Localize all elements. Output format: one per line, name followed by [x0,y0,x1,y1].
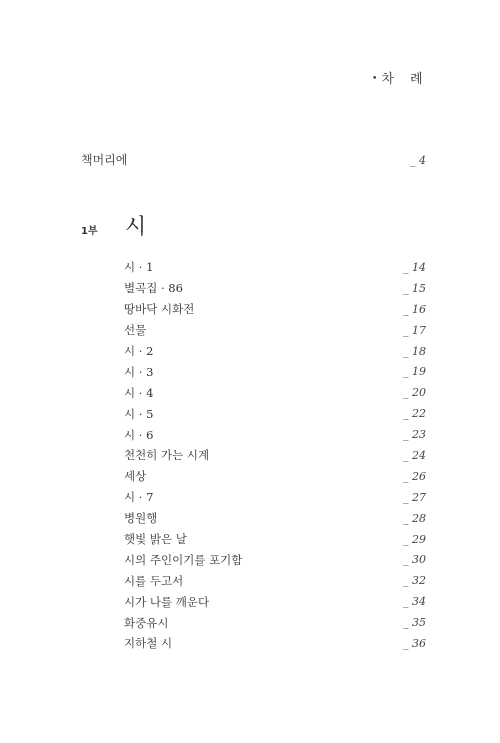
toc-entry[interactable] [124,382,426,403]
toc-entry[interactable] [124,299,426,320]
toc-title: 차 례 [381,72,429,87]
preface-entry[interactable] [81,151,426,168]
toc-entry-page-number: _ 18 [403,344,426,358]
toc-entry-page-number: _ 32 [403,574,426,588]
toc-entry-page-number: _ 26 [403,469,426,483]
toc-entry-page-number: _ 23 [403,428,426,442]
toc-entry-title: 화중유시 [124,615,169,630]
toc-entry[interactable] [124,466,426,487]
toc-entry-page-number: _ 30 [403,553,426,567]
toc-entry[interactable] [124,278,426,299]
toc-entry-title: 시 · 6 [124,427,154,442]
toc-entry[interactable] [124,591,426,612]
toc-list [124,257,426,654]
toc-entry[interactable] [124,633,426,654]
toc-entry-page-number: _ 15 [403,281,426,295]
part-label: 1부 [81,226,98,237]
toc-entry-title: 시의 주인이기를 포기함 [124,552,243,567]
toc-entry[interactable] [124,508,426,529]
toc-entry-title: 시 · 2 [124,344,154,358]
toc-entry-page-number: _ 17 [403,323,426,337]
toc-entry-title: 시 · 3 [124,364,154,379]
toc-entry-title: 세상 [124,469,147,484]
toc-entry-page-number: _ 36 [403,636,426,650]
toc-entry-title: 병원행 [124,511,158,526]
toc-entry-title: 시 · 4 [124,385,154,400]
toc-entry-title: 햇빛 밝은 날 [124,532,187,547]
toc-entry-page-number: _ 29 [403,532,426,546]
toc-entry[interactable] [124,424,426,445]
preface-page-number: _ 4 [410,154,426,167]
toc-entry-page-number: _ 27 [403,490,426,504]
toc-entry-page-number: _ 16 [403,302,426,316]
toc-entry[interactable] [124,487,426,508]
toc-entry-page-number: _ 24 [403,448,426,462]
toc-entry-page-number: _ 19 [403,365,426,379]
toc-entry-title: 시가 나를 깨운다 [124,594,210,609]
bullet-icon: • [372,74,378,84]
toc-entry-title: 천천히 가는 시계 [124,448,210,463]
toc-entry-title: 별곡집 · 86 [124,281,183,296]
toc-entry-page-number: _ 20 [403,386,426,400]
toc-entry[interactable] [124,529,426,550]
toc-entry[interactable] [124,403,426,424]
toc-entry[interactable] [124,361,426,382]
toc-entry-page-number: _ 22 [403,407,426,421]
toc-entry-page-number: _ 34 [403,595,426,609]
toc-entry-title: 시를 두고서 [124,573,184,588]
toc-entry-title: 선물 [124,323,147,338]
toc-header [372,68,429,87]
toc-entry-title: 시 · 7 [124,490,154,505]
toc-entry-title: 시 · 5 [124,406,154,421]
toc-entry-title: 지하철 시 [124,636,173,651]
toc-entry[interactable] [124,341,426,362]
toc-entry[interactable] [124,257,426,278]
toc-entry-title: 시 · 1 [124,260,154,275]
toc-entry[interactable] [124,549,426,570]
toc-entry-title: 땅바닥 시화전 [124,302,195,317]
toc-entry[interactable] [124,612,426,633]
toc-entry[interactable] [124,445,426,466]
preface-title: 책머리에 [81,153,128,167]
toc-entry-page-number: _ 14 [403,260,426,274]
toc-entry[interactable] [124,570,426,591]
toc-entry[interactable] [124,320,426,341]
toc-entry-page-number: _ 35 [403,616,426,630]
part-heading [81,210,146,241]
part-title: 시 [125,215,147,240]
toc-entry-page-number: _ 28 [403,511,426,525]
